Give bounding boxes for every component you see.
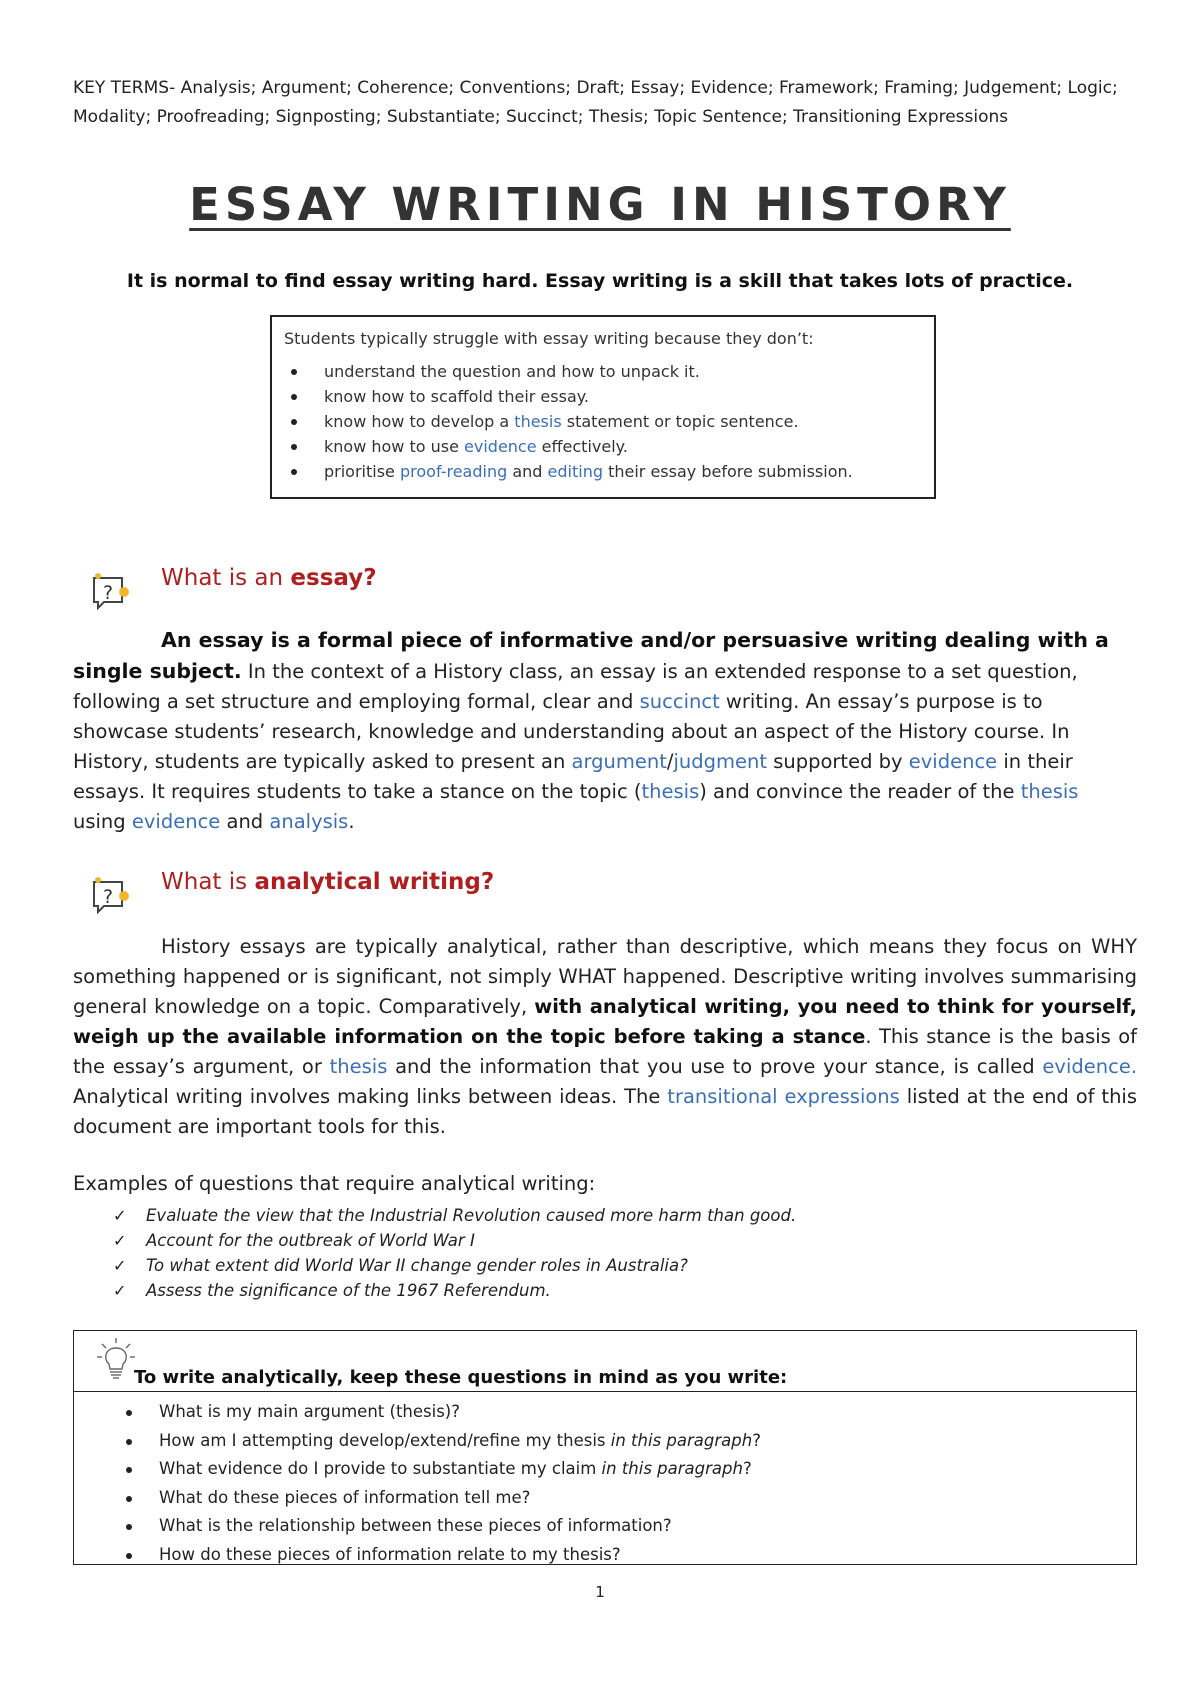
term-link[interactable]: judgment xyxy=(673,750,767,773)
term-link[interactable]: evidence xyxy=(908,750,998,773)
section-heading-essay xyxy=(161,565,377,591)
heading-bold: essay? xyxy=(290,565,377,591)
item-emphasis: in this paragraph xyxy=(610,1430,753,1450)
section-heading-analytical xyxy=(161,869,494,895)
list-item xyxy=(74,1541,1136,1570)
item-text: understand the question and how to unpack it. xyxy=(324,362,700,381)
list-item xyxy=(74,1398,1136,1427)
term-link[interactable]: evidence. xyxy=(1042,1055,1138,1078)
text: / xyxy=(666,750,674,773)
tip-table xyxy=(73,1330,1137,1565)
heading-text: What is xyxy=(161,869,255,895)
lightbulb-icon xyxy=(96,1336,136,1382)
item-text: What do these pieces of information tell me? xyxy=(159,1487,531,1507)
struggle-list xyxy=(284,359,922,484)
item-text: How am I attempting develop/extend/refine my thesis xyxy=(159,1430,611,1450)
text: History essays are typically analytical, rather than descriptive, which means they focus on WHY something happened or is significant, not simply WHAT happened. Descriptive writing involves summarising general knowledge on a topic. Comparatively, xyxy=(73,935,1137,1018)
tip-list xyxy=(74,1392,1136,1569)
list-item xyxy=(74,1455,1136,1484)
bold-phrase: with analytical writing, you need to think for yourself, weigh up the available information on the topic before taking a stance xyxy=(73,995,1137,1048)
text: listed at the end of this document are important tools for this. xyxy=(73,1085,1137,1138)
svg-text:?: ? xyxy=(102,582,114,604)
list-item xyxy=(284,359,922,384)
item-text: know how to scaffold their essay. xyxy=(324,387,590,406)
text: and xyxy=(220,810,270,833)
text: writing. An essay’s purpose is to showcase students’ research, knowledge and understanding about an aspect of the History course. In History, students are typically asked to present an xyxy=(73,690,1070,773)
item-text: What is my main argument (thesis)? xyxy=(159,1402,460,1421)
question-chat-icon xyxy=(88,876,132,916)
text: . xyxy=(348,810,355,833)
item-text: know how to develop a xyxy=(324,412,515,431)
heading-bold: analytical writing? xyxy=(254,869,495,895)
text: ) and convince the reader of the xyxy=(699,780,1021,803)
term-link[interactable]: thesis xyxy=(641,780,700,803)
example-item: ✓ To what extent did World War II change gender roles in Australia? xyxy=(100,1253,1100,1278)
term-link[interactable]: argument xyxy=(571,750,667,773)
item-emphasis: in this paragraph xyxy=(601,1459,743,1478)
examples-list xyxy=(100,1203,1100,1303)
text: . This stance is the basis of the essay’s argument, or xyxy=(73,1025,1137,1078)
term-link[interactable]: evidence xyxy=(131,810,221,833)
essay-definition: An essay is a formal piece of informative and/or persuasive writing dealing with a single subject. xyxy=(73,628,1109,683)
term-link[interactable]: proof-reading xyxy=(399,462,508,481)
term-link[interactable]: succinct xyxy=(639,690,720,713)
question-chat-icon xyxy=(88,572,132,612)
example-item: ✓ Evaluate the view that the Industrial Revolution caused more harm than good. xyxy=(100,1203,1100,1228)
item-text: prioritise xyxy=(324,462,400,481)
essay-paragraph xyxy=(73,625,1137,837)
term-link[interactable]: transitional expressions xyxy=(667,1085,900,1108)
term-link[interactable]: evidence xyxy=(464,437,537,456)
text: using xyxy=(73,810,132,833)
svg-text:?: ? xyxy=(102,886,114,908)
list-item xyxy=(284,459,922,484)
item-text: How do these pieces of information relate to my thesis? xyxy=(159,1544,621,1564)
item-text: ? xyxy=(742,1459,752,1478)
title-text: ESSAY WRITING IN HISTORY xyxy=(189,178,1011,231)
list-item xyxy=(284,434,922,459)
example-item: ✓ Account for the outbreak of World War I xyxy=(100,1228,1100,1253)
page-number: 1 xyxy=(595,1583,605,1601)
item-text: their essay before submission. xyxy=(603,462,853,481)
tip-table-header xyxy=(74,1331,1136,1392)
text: in their essays. It requires students to take a stance on the topic ( xyxy=(73,750,1073,803)
item-text: ? xyxy=(752,1430,761,1450)
item-text: statement or topic sentence. xyxy=(561,412,799,431)
tip-table-title: To write analytically, keep these questions in mind as you write: xyxy=(134,1367,788,1388)
struggle-intro: Students typically struggle with essay writing because they don’t: xyxy=(284,329,814,348)
subtitle: It is normal to find essay writing hard. Essay writing is a skill that takes lots of practice. xyxy=(126,270,1074,292)
list-item xyxy=(74,1512,1136,1541)
key-terms: KEY TERMS- Analysis; Argument; Coherence; Conventions; Draft; Essay; Evidence; Framework; Framing; Judgement; Logic; Modality; Proofreading; Signposting; Substantiate; Succinct; Thesis; Topic Sentence; Transitioning Expressions xyxy=(73,78,1118,127)
term-link[interactable]: editing xyxy=(547,462,603,481)
analytical-paragraph xyxy=(73,932,1137,1142)
item-text: effectively. xyxy=(536,437,628,456)
term-link[interactable]: thesis xyxy=(514,412,562,431)
term-link[interactable]: analysis xyxy=(269,810,349,833)
item-text: and xyxy=(507,462,548,481)
text: supported by xyxy=(767,750,909,773)
list-item xyxy=(284,384,922,409)
list-item xyxy=(74,1484,1136,1513)
item-text: What evidence do I provide to substantiate my claim xyxy=(159,1459,602,1478)
text: In the context of a History class, an essay is an extended response to a set question, following a set structure and employing formal, clear and xyxy=(73,660,1078,713)
list-item xyxy=(284,409,922,434)
page-title xyxy=(0,178,1200,231)
heading-text: What is an xyxy=(161,565,291,591)
item-text: What is the relationship between these pieces of information? xyxy=(159,1516,672,1535)
term-link[interactable]: thesis xyxy=(1020,780,1079,803)
examples-title: Examples of questions that require analytical writing: xyxy=(73,1172,596,1195)
example-item: ✓ Assess the significance of the 1967 Referendum. xyxy=(100,1278,1100,1303)
text: Analytical writing involves making links between ideas. The xyxy=(73,1085,668,1108)
term-link[interactable]: thesis xyxy=(329,1055,388,1078)
item-text: know how to use xyxy=(324,437,465,456)
struggle-box xyxy=(270,315,936,499)
list-item xyxy=(74,1427,1136,1456)
text: and the information that you use to prove your stance, is called xyxy=(387,1055,1043,1078)
